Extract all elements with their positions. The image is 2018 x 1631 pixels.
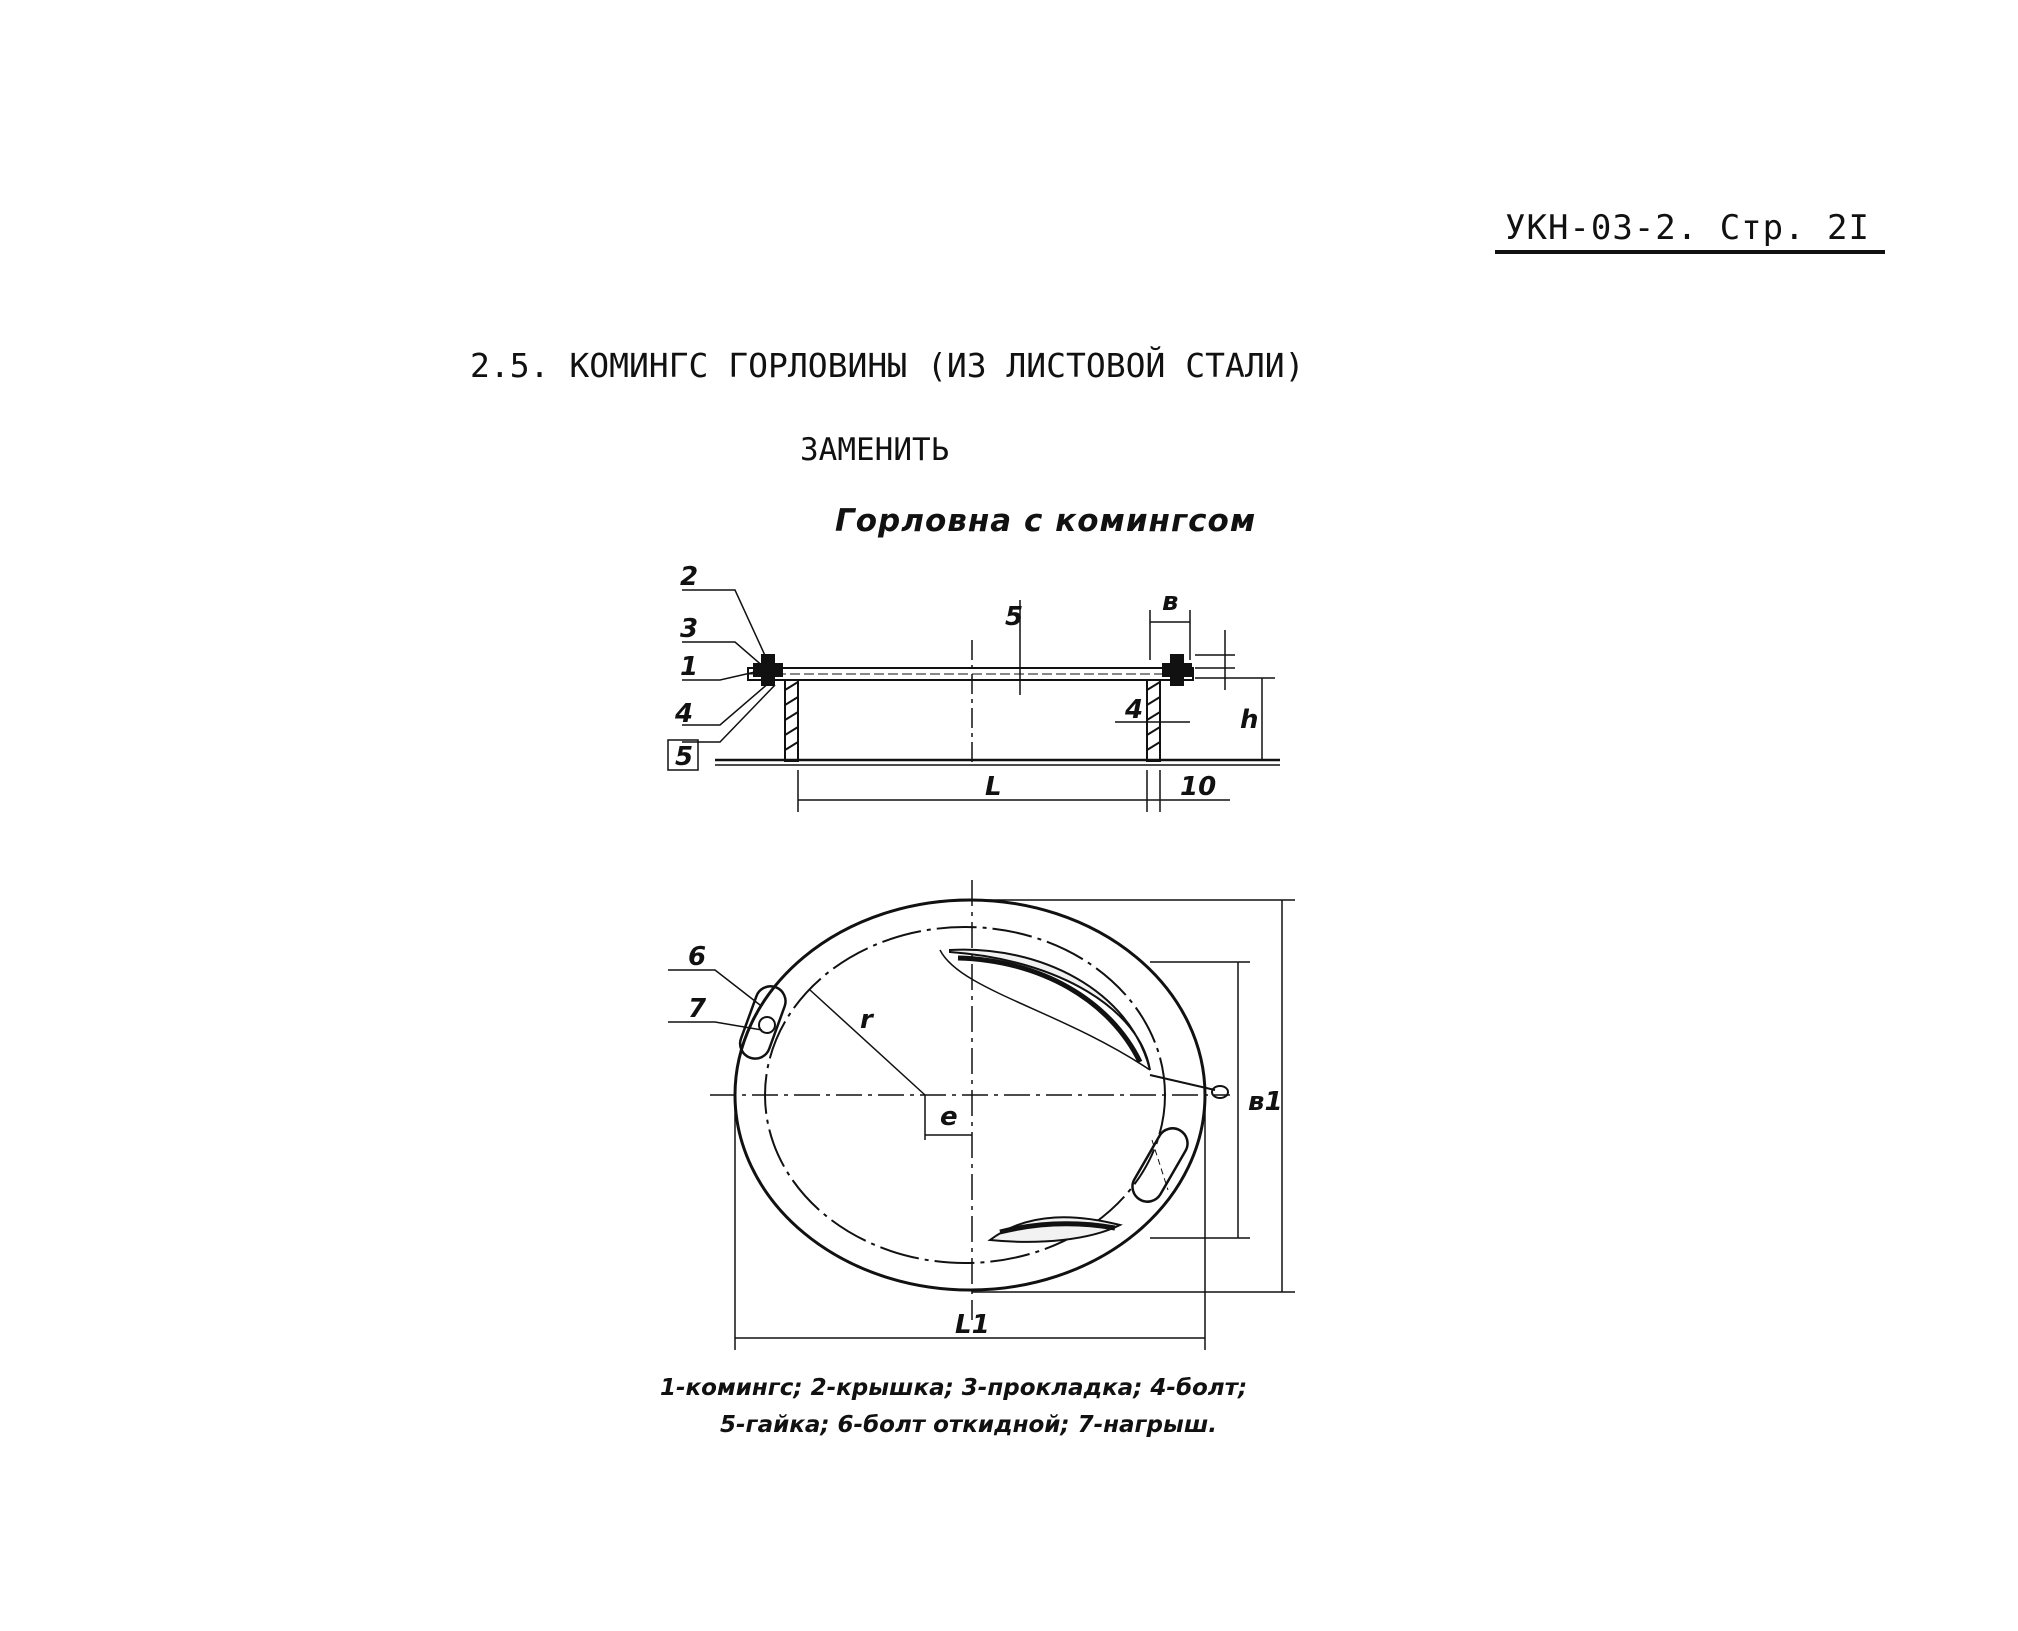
figure-title: Горловна с комингсом bbox=[835, 503, 1257, 539]
plan-view bbox=[668, 880, 1295, 1350]
label-dim-L1: L1 bbox=[955, 1310, 990, 1340]
swing-bolt-right bbox=[1127, 1123, 1193, 1207]
label-part-7: 7 bbox=[688, 994, 707, 1024]
label-dim-h: h bbox=[1240, 705, 1259, 735]
swing-bolt-left bbox=[736, 982, 790, 1063]
label-dim-4: 4 bbox=[1125, 695, 1144, 725]
label-dim-e: e bbox=[940, 1102, 958, 1132]
label-part-1: 1 bbox=[680, 652, 699, 682]
label-part-3: 3 bbox=[680, 614, 699, 644]
label-dim-b: в bbox=[1162, 587, 1179, 617]
label-part-6: 6 bbox=[688, 942, 707, 972]
label-part-2: 2 bbox=[680, 562, 699, 592]
replace-instruction: ЗАМЕНИТЬ bbox=[800, 432, 950, 468]
document-reference: УКН-03-2. Стр. 2I bbox=[1505, 208, 1870, 248]
legend-line-2: 5-гайка; 6-болт откидной; 7-нагрыш. bbox=[720, 1412, 1217, 1438]
legend-line-1: 1-комингс; 2-крышка; 3-прокладка; 4-болт; bbox=[660, 1375, 1248, 1401]
section-title: 2.5. КОМИНГС ГОРЛОВИНЫ (ИЗ ЛИСТОВОЙ СТАЛИ) bbox=[470, 346, 1305, 385]
label-dim-5: 5 bbox=[1005, 602, 1024, 632]
label-part-4: 4 bbox=[675, 699, 694, 729]
label-dim-r: r bbox=[860, 1005, 873, 1035]
label-dim-B1: в1 bbox=[1248, 1087, 1283, 1117]
label-dim-10: 10 bbox=[1180, 772, 1217, 802]
label-dim-L: L bbox=[985, 772, 1002, 802]
label-part-5: 5 bbox=[675, 742, 694, 772]
parts-legend bbox=[660, 1370, 1247, 1444]
